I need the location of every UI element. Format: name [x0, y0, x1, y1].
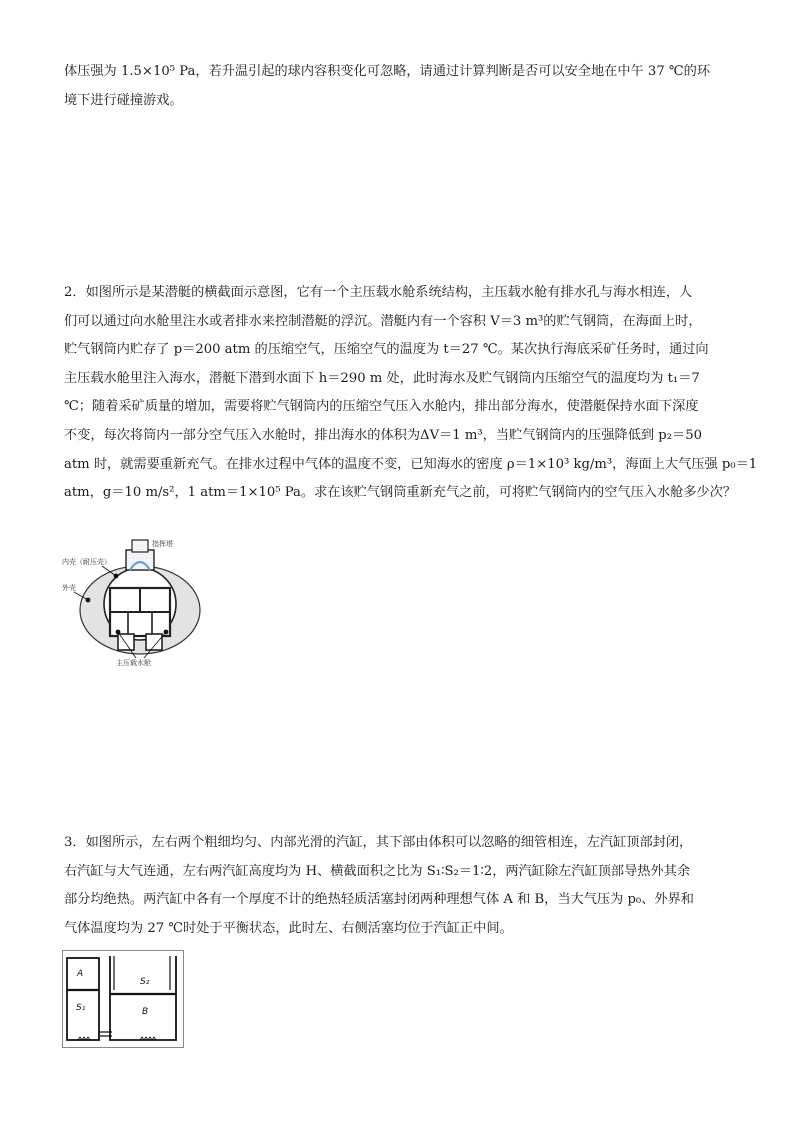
carry-over-paragraph [64, 58, 732, 115]
q2-line-2: 们可以通过向水舱里注水或者排水来控制潜艇的浮沉。潜艇内有一个容积 V＝3 m³的贮气钢筒，在海面上时， [64, 313, 702, 329]
label-s1: S₁ [76, 1003, 86, 1013]
label-s2: S₂ [140, 977, 150, 987]
q2-line-6: 不变，每次将筒内一部分空气压入水舱时，排出海水的体积为ΔV＝1 m³，当贮气钢筒内的压强降低到 p₂＝50 [64, 427, 702, 443]
submarine-figure [60, 534, 210, 668]
question-2 [64, 279, 758, 508]
q2-line-4: 主压载水舱里注入海水，潜艇下潜到水面下 h＝290 m 处，此时海水及贮气钢筒内压缩空气的温度均为 t₁＝7 [64, 370, 700, 386]
label-tower: 指挥塔 [152, 540, 173, 548]
conning-tower [126, 550, 154, 570]
tower-top [132, 540, 148, 552]
q3-line-3: 部分均绝热。两汽缸中各有一个厚度不计的绝热轻质活塞封闭两种理想气体 A 和 B，当大气压为 p₀、外界和 [64, 892, 694, 908]
label-inner-shell: 内壳（耐压壳） [62, 558, 111, 566]
carry-over-line-2: 境下进行碰撞游戏。 [64, 92, 183, 108]
cylinders-figure [62, 950, 184, 1048]
q2-line-7: atm 时，就需要重新充气。在排水过程中气体的温度不变，已知海水的密度 ρ＝1×10³ kg/m³，海面上大气压强 p₀＝1 [64, 456, 758, 472]
label-outer-shell: 外壳 [62, 584, 76, 592]
q2-line-1: 2．如图所示是某潜艇的横截面示意图，它有一个主压载水舱系统结构，主压载水舱有排水孔与海水相连，人 [64, 285, 693, 300]
figure-frame [63, 951, 184, 1048]
question-3 [64, 829, 732, 943]
cylinders-diagram [62, 950, 184, 1048]
carry-over-line-1: 体压强为 1.5×10⁵ Pa，若升温引起的球内容积变化可忽略，请通过计算判断是否可以安全地在中午 37 ℃的环 [64, 64, 711, 79]
q2-line-8: atm，g＝10 m/s²，1 atm＝1×10⁵ Pa。求在该贮气钢筒重新充气之前，可将贮气钢筒内的空气压入水舱多少次？ [64, 485, 737, 501]
q3-line-1: 3．如图所示，左右两个粗细均匀、内部光滑的汽缸，其下部由体积可以忽略的细管相连，左汽缸顶部封闭， [64, 835, 693, 850]
label-gas-a: A [77, 969, 84, 979]
q2-line-5: ℃；随着采矿质量的增加，需要将贮气钢筒内的压缩空气压入水舱内，排出部分海水，使潜艇保持水面下深度 [64, 399, 699, 415]
q3-line-4: 气体温度均为 27 ℃时处于平衡状态，此时左、右侧活塞均位于汽缸正中间。 [64, 920, 513, 936]
q2-line-3: 贮气钢筒内贮存了 p＝200 atm 的压缩空气，压缩空气的温度为 t＝27 ℃。某次执行海底采矿任务时，通过向 [64, 342, 709, 358]
label-ballast: 主压载水舱 [116, 659, 151, 667]
label-gas-b: B [142, 1007, 149, 1017]
submarine-diagram [60, 534, 210, 668]
ballast-tank-right [146, 634, 162, 650]
ballast-tank-left [118, 634, 134, 650]
q3-line-2: 右汽缸与大气连通，左右两汽缸高度均为 H、横截面积之比为 S₁∶S₂＝1∶2，两汽缸除左汽缸顶部导热外其余 [64, 863, 691, 879]
